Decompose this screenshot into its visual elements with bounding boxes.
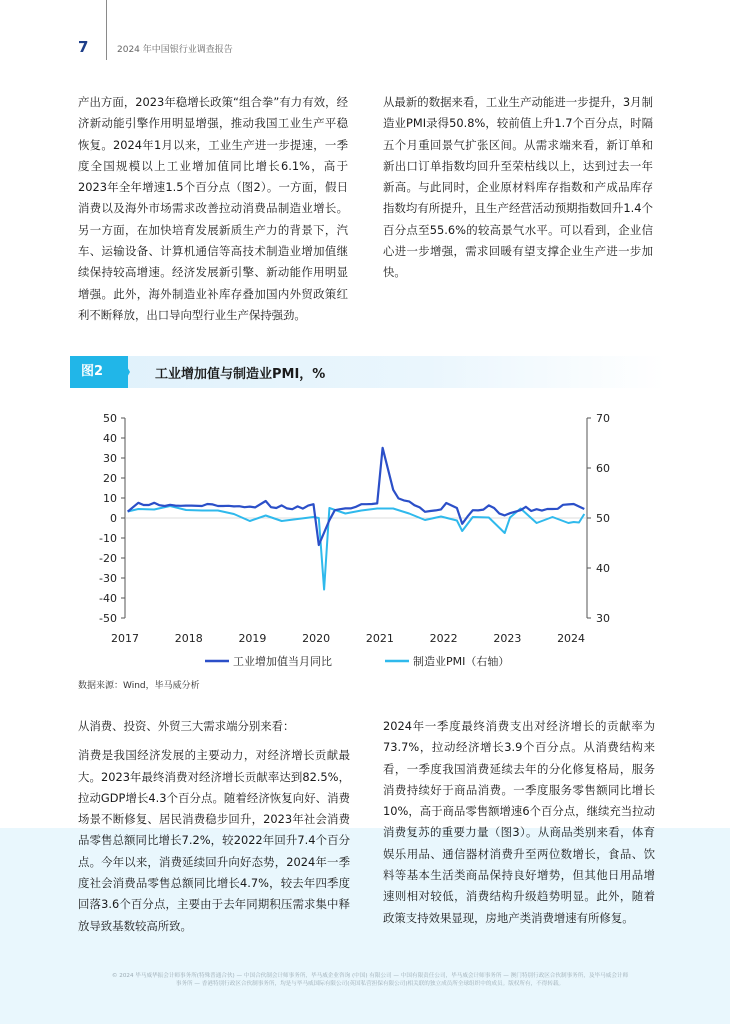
paragraph: 从最新的数据来看，工业生产动能进一步提升，3月制造业PMI录得50.8%，较前值上升1.7个百分点，时隔五个月重回景气扩张区间。从需求端来看，新订单和新出口订单指数均回升至荣枯线以上，达到过去一年新高。与此同时，企业原材料库存指数和产成品库存指数均有所提升，且生产经营活动预期指数回升1.4个百分点至55.6%的较高景气水平。可以看到，企业信心进一步增强，需求回暖有望支撑企业生产进一步加快。 bbox=[383, 95, 653, 280]
y-left-tick-label: -10 bbox=[99, 532, 117, 545]
figure-tag: 图2 bbox=[70, 356, 128, 388]
legend-label: 工业增加值当月同比 bbox=[233, 655, 332, 668]
y-right-tick-label: 60 bbox=[596, 462, 610, 475]
chart-series-lines bbox=[128, 448, 585, 590]
figure-title: 工业增加值与制造业PMI，% bbox=[155, 367, 326, 382]
y-left-tick-label: -20 bbox=[99, 552, 117, 565]
x-tick-label: 2021 bbox=[365, 632, 394, 645]
y-right-tick-label: 40 bbox=[596, 562, 610, 575]
x-tick-label: 2020 bbox=[302, 632, 331, 645]
figure-tag-chevron bbox=[121, 356, 130, 388]
y-left-tick-label: 30 bbox=[103, 452, 117, 465]
left-column-top bbox=[78, 92, 348, 332]
x-tick-label: 2023 bbox=[493, 632, 522, 645]
y-right-tick-label: 30 bbox=[596, 612, 610, 625]
y-left-tick-label: -30 bbox=[99, 572, 117, 585]
paragraph: 从消费、投资、外贸三大需求端分别来看： bbox=[78, 719, 295, 733]
y-right-tick-label: 70 bbox=[596, 412, 610, 425]
y-left-tick-label: -40 bbox=[99, 592, 117, 605]
y-left-tick-label: 0 bbox=[110, 512, 117, 525]
y-left-tick-label: 50 bbox=[103, 412, 117, 425]
right-column-bottom bbox=[383, 716, 655, 935]
figure-source: 数据来源：Wind，毕马威分析 bbox=[78, 681, 200, 691]
y-right-tick-label: 50 bbox=[596, 512, 610, 525]
pmi-line bbox=[128, 506, 585, 590]
page-number: 7 bbox=[78, 38, 89, 56]
industrial-pmi-chart bbox=[70, 400, 660, 675]
paragraph: 2024年一季度最终消费支出对经济增长的贡献率为73.7%，拉动经济增长3.9个百分点。从消费结构来看，一季度我国消费延续去年的分化修复格局，服务消费持续好于商品消费。一季度服务零售额同比增长10%，高于商品零售额增速6个百分点，继续充当拉动消费复苏的重要力量（图3）。从商品类别来看，体育娱乐用品、通信器材消费升至两位数增长，食品、饮料等基本生活类商品保持良好增势，但其他日用品增速则相对较低，消费结构升级趋势明显。此外，随着政策支持效果显现，房地产类消费增速有所修复。 bbox=[383, 719, 655, 925]
paragraph: 产出方面，2023年稳增长政策“组合拳”有力有效，经济新动能引擎作用明显增强，推动我国工业生产平稳恢复。2024年1月以来，工业生产进一步提速，一季度全国规模以上工业增加值同比增长6.1%，高于2023年全年增速1.5个百分点（图2）。一方面，假日消费以及海外市场需求改善拉动消费品制造业增长。另一方面，在加快培育发展新质生产力的背景下，汽车、运输设备、计算机通信等高技术制造业增加值继续保持较高增速。经济发展新引擎、新动能作用明显增强。此外，海外制造业补库存叠加国内外贸政策红利不断释放，出口导向型行业生产保持强劲。 bbox=[78, 95, 348, 322]
chart-tick-labels bbox=[99, 412, 610, 645]
chart-legend bbox=[205, 654, 509, 668]
report-title: 2024 年中国银行业调查报告 bbox=[117, 45, 233, 55]
y-left-tick-label: 10 bbox=[103, 492, 117, 505]
x-tick-label: 2018 bbox=[174, 632, 203, 645]
chart-axes bbox=[121, 418, 591, 618]
industrial-value-line bbox=[128, 448, 585, 545]
x-tick-label: 2024 bbox=[557, 632, 586, 645]
y-left-tick-label: 40 bbox=[103, 432, 117, 445]
y-left-tick-label: 20 bbox=[103, 472, 117, 485]
legend-label: 制造业PMI（右轴） bbox=[413, 655, 510, 668]
copyright-footer: © 2024 毕马威华振会计师事务所(特殊普通合伙) — 中国合伙制会计师事务所，毕马威企业咨询 (中国) 有限公司 — 中国有限责任公司，毕马威会计师事务所 — 澳门特别行政区合伙制事务所，及毕马威会计师事务所 — 香港特别行政区合伙制事务所，均是与毕马威国际有限公司(英国私营担保有限公司)相关联的独立成员所全球组织中的成员。版权所有，不得转载。 bbox=[111, 973, 629, 987]
x-tick-label: 2022 bbox=[429, 632, 458, 645]
right-column-top bbox=[383, 92, 653, 290]
header-divider bbox=[106, 0, 107, 60]
paragraph: 消费是我国经济发展的主要动力，对经济增长贡献最大。2023年最终消费对经济增长贡献率达到82.5%，拉动GDP增长4.3个百分点。随着经济恢复向好、消费场景不断修复、居民消费稳步回升，2023年社会消费品零售总额同比增长7.2%，较2022年回升7.4个百分点。今年以来，消费延续回升向好态势，2024年一季度社会消费品零售总额同比增长4.7%，较去年四季度回落3.6个百分点，主要由于去年同期积压需求集中释放导致基数较高所致。 bbox=[78, 748, 350, 933]
left-column-bottom bbox=[78, 716, 350, 943]
page-header bbox=[0, 0, 730, 70]
x-tick-label: 2017 bbox=[111, 632, 139, 645]
y-left-tick-label: -50 bbox=[99, 612, 117, 625]
x-tick-label: 2019 bbox=[238, 632, 267, 645]
